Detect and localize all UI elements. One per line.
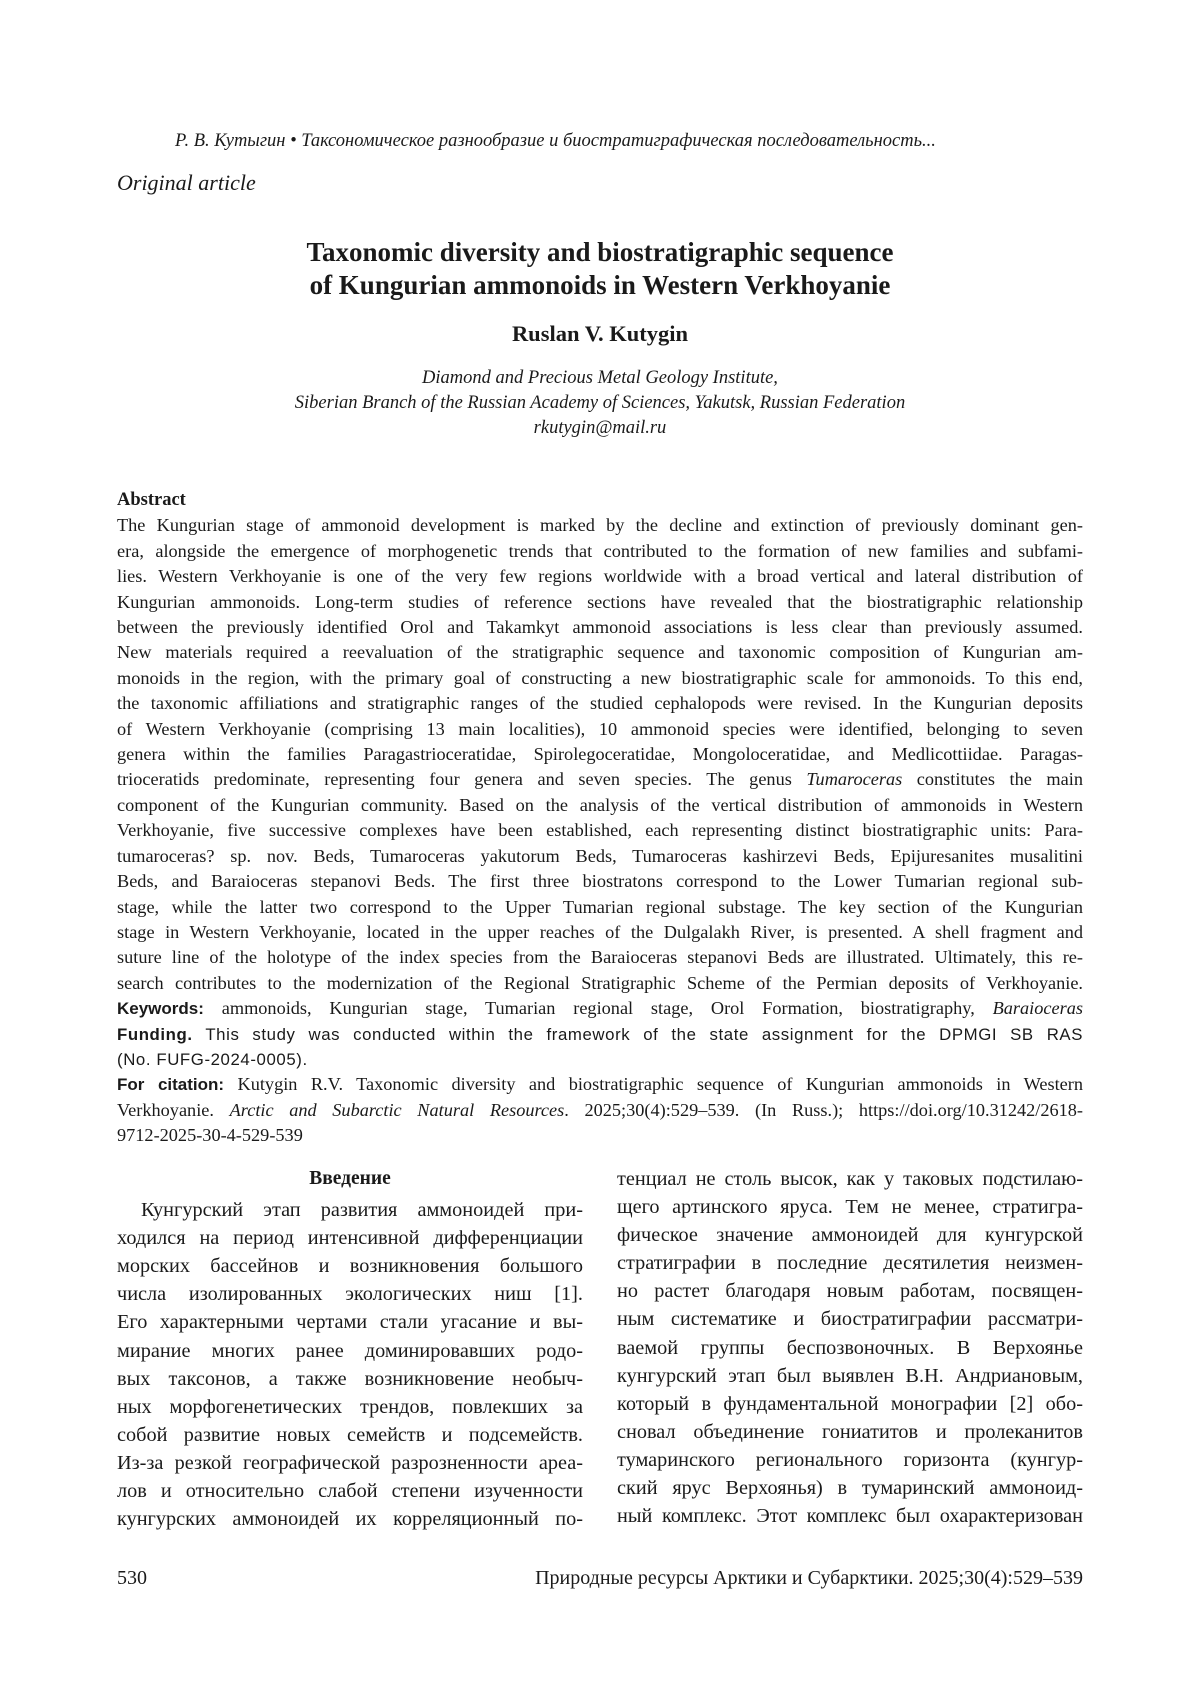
abstract-line: component of the Kungurian community. Based on the analysis of the vertical distribution of ammonoids in Western [117, 794, 1083, 815]
abstract-line: search contributes to the modernization of the Regional Stratigraphic Scheme of the Permian deposits of Verkhoyanie. [117, 972, 1083, 993]
body-line: ский ярус Верхоянья) в тумаринский аммоноид- [617, 1477, 1083, 1500]
journal-name: Arctic and Subarctic Natural Resources [229, 1099, 565, 1120]
body-line: ходился на период интенсивной дифференциации [117, 1227, 583, 1250]
body-line: но растет благодаря новым работам, посвящен- [617, 1280, 1083, 1303]
body-line: тумаринского регионального горизонта (кунгур- [617, 1448, 1083, 1471]
body-line: лов и относительно слабой степени изученности [117, 1480, 583, 1503]
keywords-line [117, 996, 1083, 1021]
body-line: Его характерными чертами стали угасание и вы- [117, 1311, 583, 1334]
body-line: вых таксонов, а также возникновение необыч- [117, 1367, 583, 1390]
running-head: Р. В. Кутыгин • Таксономическое разнообразие и биостратиграфическая последовательность... [175, 131, 936, 151]
body-line: щего артинского яруса. Тем не менее, стратигра- [617, 1196, 1083, 1219]
abstract-line: Beds, and Baraioceras stepanovi Beds. The first three biostratons correspond to the Lower Tumarian regional sub- [117, 871, 1083, 892]
body-line: числа изолированных экологических ниш [1]. [117, 1283, 583, 1306]
body-line: Из-за резкой географической разрозненности ареа- [117, 1451, 583, 1474]
abstract-line: of Western Verkhoyanie (comprising 13 main localities), 10 ammonoid species were identified, belonging to seven [117, 718, 1083, 739]
genus-name: Tumaroceras [806, 769, 903, 790]
body-line: кунгурский этап был выявлен В.Н. Андриановым, [617, 1364, 1083, 1387]
body-line: который в фундаментальной монографии [2] обо- [617, 1392, 1083, 1415]
author-email: rkutygin@mail.ru [533, 418, 667, 438]
affiliation-line: Diamond and Precious Metal Geology Institute, [422, 368, 778, 388]
abstract-line: genera within the families Paragastrioceratidae, Spirolegoceratidae, Mongoloceratidae, and Medlicottiidae. Paragas- [117, 744, 1083, 765]
abstract-line [117, 767, 1083, 792]
title-line: of Kungurian ammonoids in Western Verkhoyanie [309, 270, 891, 300]
body-line: ных морфогенетических трендов, повлекших за [117, 1395, 583, 1418]
abstract-line: Verkhoyanie, five successive complexes have been established, each representing distinct biostratigraphic units: Para- [117, 820, 1083, 841]
section-heading: Введение [309, 1168, 391, 1189]
abstract-line: era, alongside the emergence of morphogenetic trends that contributed to the formation of new families and subfami- [117, 540, 1083, 561]
abstract-text: constitutes the main [916, 769, 1083, 790]
abstract-line: monoids in the region, with the primary goal of constructing a new biostratigraphic scale for ammonoids. To this end, [117, 667, 1083, 688]
abstract-line: New materials required a reevaluation of the stratigraphic sequence and taxonomic composition of Kungurian am- [117, 642, 1083, 663]
body-line: мирание многих ранее доминировавших родо- [117, 1339, 583, 1362]
funding-label: Funding. [117, 1024, 193, 1044]
abstract-text: trioceratids predominate, representing four genera and seven species. The genus [117, 769, 792, 790]
citation-line: 9712-2025-30-4-529-539 [117, 1125, 303, 1146]
affiliation-line: Siberian Branch of the Russian Academy of Sciences, Yakutsk, Russian Federation [294, 393, 906, 413]
abstract-line: lies. Western Verkhoyanie is one of the very few regions worldwide with a broad vertical and lateral distribution of [117, 566, 1083, 587]
body-line: собой развитие новых семейств и подсемейств. [117, 1423, 583, 1446]
abstract-section [117, 488, 1083, 1149]
body-line: тенциал не столь высок, как у таковых подстилаю- [617, 1168, 1083, 1190]
funding-line: (No. FUFG-2024-0005). [117, 1049, 308, 1069]
body-line: ным систематике и биостратиграфии рассматри- [617, 1308, 1083, 1331]
abstract-line: tumaroceras? sp. nov. Beds, Tumaroceras yakutorum Beds, Tumaroceras kashirzevi Beds, Epijuresanites musalitini [117, 845, 1083, 866]
abstract-line: stage in Western Verkhoyanie, located in the upper reaches of the Dulgalakh River, is presented. A shell fragment and [117, 921, 1083, 942]
footer-journal: Природные ресурсы Арктики и Субарктики. 2025;30(4):529–539 [535, 1567, 1083, 1589]
body-line: сновал объединение гониатитов и пролеканитов [617, 1420, 1083, 1443]
keywords-label: Keywords: [117, 999, 204, 1019]
citation-line [117, 1072, 1083, 1097]
body-line: стратиграфии в последние десятилетия неизмен- [617, 1252, 1083, 1275]
citation-label: For citation: [117, 1075, 225, 1095]
citation-line [117, 1098, 1083, 1123]
article-type: Original article [117, 170, 256, 195]
citation-text: Kutygin R.V. Taxonomic diversity and biostratigraphic sequence of Kungurian ammonoids in Western [237, 1074, 1084, 1095]
page-number: 530 [117, 1567, 147, 1589]
citation-text: Verkhoyanie. [117, 1099, 214, 1120]
article-title [117, 236, 1083, 302]
intro-left-column [117, 1165, 583, 1533]
abstract-heading: Abstract [117, 490, 186, 510]
abstract-line: Kungurian ammonoids. Long-term studies of reference sections have revealed that the biostratigraphic relationship [117, 591, 1083, 612]
affiliation [117, 366, 1083, 441]
abstract-line: the taxonomic affiliations and stratigraphic ranges of the studied cephalopods were revised. In the Kungurian deposits [117, 693, 1083, 714]
keywords-italic: Baraioceras [992, 998, 1083, 1019]
abstract-line: between the previously identified Orol and Takamkyt ammonoid associations is less clear than previously assumed. [117, 617, 1083, 638]
abstract-line: stage, while the latter two correspond to the Upper Tumarian regional substage. The key section of the Kungurian [117, 896, 1083, 917]
funding-text: This study was conducted within the framework of the state assignment for the DPMGI SB RAS [205, 1024, 1083, 1044]
funding-line [117, 1022, 1083, 1047]
body-line: ваемой группы беспозвоночных. В Верхоянье [617, 1336, 1083, 1359]
body-line: ный комплекс. Этот комплекс был охарактеризован [617, 1505, 1083, 1528]
body-line: морских бассейнов и возникновения большого [117, 1255, 583, 1278]
title-line: Taxonomic diversity and biostratigraphic sequence [306, 237, 894, 267]
keywords-text: ammonoids, Kungurian stage, Tumarian regional stage, Orol Formation, biostratigraphy, [221, 998, 975, 1019]
body-line: кунгурских аммоноидей их корреляционный по- [117, 1508, 583, 1531]
intro-right-column [617, 1165, 1083, 1530]
body-line: фическое значение аммоноидей для кунгурской [617, 1224, 1083, 1247]
author-name: Ruslan V. Kutygin [511, 321, 689, 346]
body-line: Кунгурский этап развития аммоноидей при- [141, 1199, 583, 1222]
abstract-line: suture line of the holotype of the index species from the Baraioceras stepanovi Beds are illustrated. Ultimately, this re- [117, 947, 1083, 968]
citation-doi: . 2025;30(4):529–539. (In Russ.); https://doi.org/10.31242/2618- [564, 1099, 1083, 1120]
abstract-line: The Kungurian stage of ammonoid development is marked by the decline and extinction of previously dominant gen- [117, 515, 1083, 536]
